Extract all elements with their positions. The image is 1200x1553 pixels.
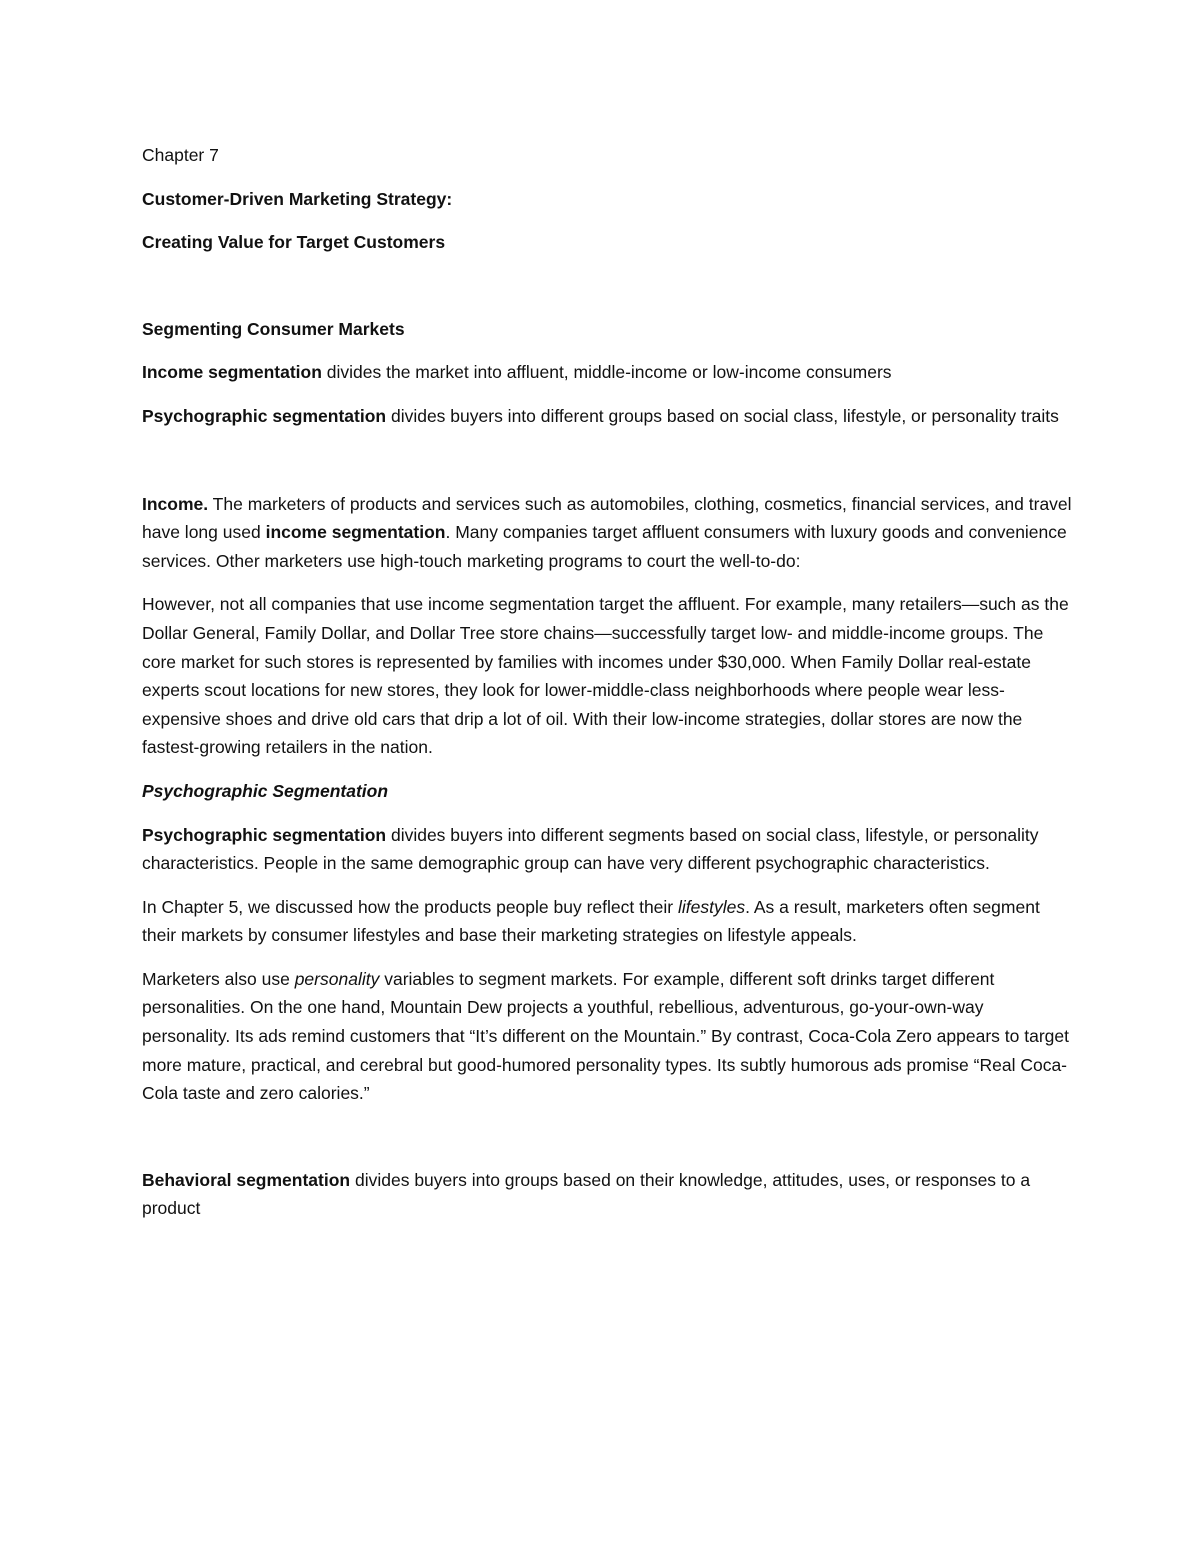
chapter-title-line-2: Creating Value for Target Customers [142, 232, 446, 253]
paragraph-text: The marketers of products and services such as automobiles, clothing, cosmetics, financial services, and travel have long used [142, 493, 1072, 543]
definition-text: divides buyers into groups based on their knowledge, attitudes, uses, or responses to a product [142, 1169, 1031, 1219]
psychographic-paragraph-3 [142, 965, 1072, 1108]
term: Psychographic segmentation [142, 824, 387, 845]
income-segmentation-definition [142, 358, 1072, 387]
chapter-label: Chapter 7 [142, 145, 219, 165]
income-paragraph [142, 490, 1072, 576]
definition-text: divides buyers into different groups based on social class, lifestyle, or personality traits [386, 405, 1059, 426]
income-paragraph-2: However, not all companies that use income segmentation target the affluent. For example, many retailers—such as the Dollar General, Family Dollar, and Dollar Tree store chains—successfully target low- and middle-income groups. The core market for such stores is represented by families with incomes under $30,000. When Family Dollar real-estate experts scout locations for new stores, they look for lower-middle-class neighborhoods where people wear less-expensive shoes and drive old cars that drip a lot of oil. With their low-income strategies, dollar stores are now the fastest-growing retailers in the nation. [142, 594, 1069, 758]
document-page [142, 141, 1072, 1223]
paragraph-text: Marketers also use [142, 968, 295, 989]
term: Income segmentation [142, 362, 322, 383]
term: Behavioral segmentation [142, 1169, 351, 1190]
paragraph-text: In Chapter 5, we discussed how the products people buy reflect their [142, 896, 678, 917]
paragraph-text: divides buyers into different segments based on social class, lifestyle, or personality characteristics. People in the same demographic group can have very different psychographic characteristics. [142, 824, 1039, 874]
paragraph-text: variables to segment markets. For example, different soft drinks target different personalities. On the one hand, Mountain Dew projects a youthful, rebellious, adventurous, go-your-own-way personality. Its ads remind customers that “It’s different on the Mountain.” By contrast, Coca-Cola Zero appears to target more mature, practical, and cerebral but good-humored personality types. Its subtly humorous ads promise “Real Coca-Cola taste and zero calories.” [142, 968, 1069, 1104]
term: income segmentation [265, 522, 446, 543]
behavioral-segmentation-definition [142, 1166, 1072, 1223]
term: Psychographic segmentation [142, 405, 387, 426]
emphasis: personality [294, 968, 380, 989]
paragraph-text: . Many companies target affluent consumers with luxury goods and convenience services. Other marketers use high-touch marketing programs to court the well-to-do: [142, 522, 1067, 571]
paragraph-lead: Income. [142, 493, 209, 514]
psychographic-paragraph-1 [142, 821, 1072, 878]
section-heading: Segmenting Consumer Markets [142, 318, 405, 339]
chapter-title-line-1: Customer-Driven Marketing Strategy: [142, 188, 453, 209]
paragraph-text: . As a result, marketers often segment their markets by consumer lifestyles and base their marketing strategies on lifestyle appeals. [142, 896, 1040, 946]
psychographic-heading: Psychographic Segmentation [142, 780, 389, 801]
psychographic-segmentation-definition [142, 402, 1072, 431]
psychographic-paragraph-2 [142, 893, 1072, 950]
emphasis: lifestyles [678, 896, 746, 917]
definition-text: divides the market into affluent, middle-income or low-income consumers [321, 362, 892, 383]
